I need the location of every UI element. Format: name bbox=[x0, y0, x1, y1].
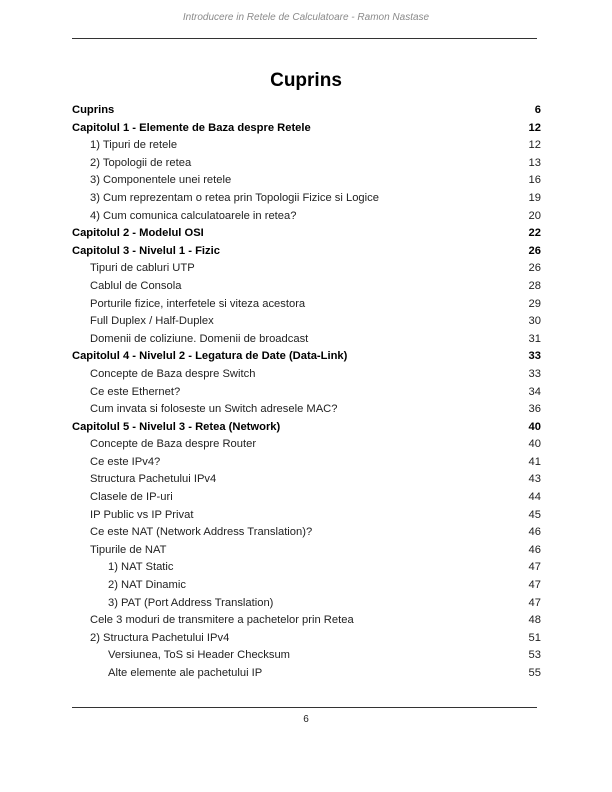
toc-entry-label[interactable]: Concepte de Baza despre Router bbox=[90, 438, 257, 451]
toc-entry-page[interactable]: 43 bbox=[528, 473, 541, 486]
toc-entry[interactable] bbox=[72, 384, 541, 402]
toc-entry[interactable] bbox=[72, 331, 541, 349]
toc-entry-page[interactable]: 47 bbox=[528, 596, 541, 609]
toc-entry-label[interactable]: Capitolul 1 - Elemente de Baza despre Retele bbox=[72, 121, 311, 134]
page-number: 6 bbox=[303, 714, 309, 725]
toc-entry-page[interactable]: 30 bbox=[528, 315, 541, 328]
toc-entry-page[interactable]: 53 bbox=[528, 649, 541, 662]
toc-entry[interactable] bbox=[72, 313, 541, 331]
toc-entry-label[interactable]: Ce este Ethernet? bbox=[90, 385, 181, 398]
toc-entry-label[interactable]: 3) Componentele unei retele bbox=[90, 174, 232, 187]
toc-entry-label[interactable]: 2) NAT Dinamic bbox=[108, 579, 186, 592]
toc-entry[interactable] bbox=[72, 524, 541, 542]
toc-entry[interactable] bbox=[72, 225, 541, 243]
toc-entry[interactable] bbox=[72, 401, 541, 419]
toc-entry-page[interactable]: 55 bbox=[528, 667, 541, 679]
toc-entry[interactable] bbox=[72, 471, 541, 489]
toc-entry[interactable] bbox=[72, 419, 541, 437]
toc-entry[interactable] bbox=[72, 436, 541, 454]
toc-entry-page[interactable]: 19 bbox=[528, 191, 541, 204]
toc-entry[interactable] bbox=[72, 577, 541, 595]
toc-entry[interactable] bbox=[72, 542, 541, 560]
toc-entry-page[interactable]: 13 bbox=[528, 156, 541, 169]
toc-entry-page[interactable]: 45 bbox=[528, 508, 541, 521]
footer-rule bbox=[72, 707, 537, 708]
toc-entry-label[interactable]: Alte elemente ale pachetului IP bbox=[108, 667, 263, 679]
toc-entry-label[interactable]: 2) Structura Pachetului IPv4 bbox=[90, 631, 230, 644]
toc-entry-page[interactable]: 40 bbox=[528, 438, 541, 451]
toc-entry-label[interactable]: Capitolul 5 - Nivelul 3 - Retea (Network) bbox=[72, 420, 281, 433]
toc-entry-page[interactable]: 51 bbox=[528, 631, 541, 644]
toc-entry-label[interactable]: Cele 3 moduri de transmitere a pachetelor prin Retea bbox=[90, 614, 354, 627]
toc-entry-label[interactable]: Versiunea, ToS si Header Checksum bbox=[108, 649, 290, 662]
toc-entry-label[interactable]: Domenii de coliziune. Domenii de broadcast bbox=[90, 332, 309, 345]
toc-entry[interactable] bbox=[72, 243, 541, 261]
toc-entry[interactable] bbox=[72, 665, 541, 683]
toc-entry-page[interactable]: 44 bbox=[528, 491, 541, 504]
toc-entry-label[interactable]: Capitolul 3 - Nivelul 1 - Fizic bbox=[72, 244, 220, 257]
toc-entry-page[interactable]: 33 bbox=[528, 367, 541, 380]
toc-entry-page[interactable]: 16 bbox=[528, 174, 541, 187]
toc-entry-page[interactable]: 12 bbox=[528, 139, 541, 152]
toc-entry-label[interactable]: 4) Cum comunica calculatoarele in retea? bbox=[90, 209, 297, 222]
toc-entry[interactable] bbox=[72, 595, 541, 613]
toc-entry-page[interactable]: 6 bbox=[534, 104, 541, 116]
toc-entry-page[interactable]: 12 bbox=[528, 121, 541, 134]
toc-entry[interactable] bbox=[72, 348, 541, 366]
toc-entry-page[interactable]: 31 bbox=[528, 332, 541, 345]
toc-entry-page[interactable]: 26 bbox=[528, 262, 541, 275]
toc-entry[interactable] bbox=[72, 559, 541, 577]
toc-entry-label[interactable]: Full Duplex / Half-Duplex bbox=[90, 315, 214, 328]
toc-entry[interactable] bbox=[72, 172, 541, 190]
toc-entry-label[interactable]: Tipuri de cabluri UTP bbox=[90, 262, 195, 275]
page-title: Cuprins bbox=[270, 70, 342, 91]
toc-entry[interactable] bbox=[72, 260, 541, 278]
toc-entry[interactable] bbox=[72, 647, 541, 665]
toc-entry[interactable] bbox=[72, 155, 541, 173]
toc-entry-page[interactable]: 36 bbox=[528, 403, 541, 416]
toc-entry-page[interactable]: 47 bbox=[528, 561, 541, 574]
toc-entry[interactable] bbox=[72, 208, 541, 226]
toc-entry-page[interactable]: 29 bbox=[528, 297, 541, 310]
toc-entry[interactable] bbox=[72, 366, 541, 384]
toc-entry[interactable] bbox=[72, 454, 541, 472]
toc-entry-page[interactable]: 40 bbox=[528, 420, 541, 433]
toc-entry-page[interactable]: 34 bbox=[528, 385, 541, 398]
toc-entry-page[interactable]: 48 bbox=[528, 614, 541, 627]
toc-entry-page[interactable]: 26 bbox=[528, 244, 541, 257]
toc-entry-label[interactable]: Concepte de Baza despre Switch bbox=[90, 367, 256, 380]
toc-entry-label[interactable]: Porturile fizice, interfetele si viteza acestora bbox=[90, 297, 306, 310]
toc-entry-page[interactable]: 20 bbox=[528, 209, 541, 222]
toc-entry[interactable] bbox=[72, 489, 541, 507]
header-rule bbox=[72, 38, 537, 39]
toc-entry-label[interactable]: Tipurile de NAT bbox=[90, 543, 167, 556]
toc-entry-label[interactable]: 3) Cum reprezentam o retea prin Topologii Fizice si Logice bbox=[90, 191, 379, 204]
toc-entry-label[interactable]: Capitolul 4 - Nivelul 2 - Legatura de Date (Data-Link) bbox=[72, 350, 348, 363]
toc-entry[interactable] bbox=[72, 120, 541, 138]
toc-entry[interactable] bbox=[72, 102, 541, 120]
toc-entry-page[interactable]: 46 bbox=[528, 526, 541, 539]
toc-entry[interactable] bbox=[72, 630, 541, 648]
toc-entry-label[interactable]: Structura Pachetului IPv4 bbox=[90, 473, 217, 486]
toc-entry-label[interactable]: IP Public vs IP Privat bbox=[90, 508, 194, 521]
toc-entry-label[interactable]: Ce este IPv4? bbox=[90, 455, 161, 468]
toc-entry-page[interactable]: 33 bbox=[528, 350, 541, 363]
toc-entry[interactable] bbox=[72, 278, 541, 296]
toc-entry-label[interactable]: 1) Tipuri de retele bbox=[90, 139, 178, 152]
toc-entry-page[interactable]: 28 bbox=[528, 279, 541, 292]
toc-entry-label[interactable]: 2) Topologii de retea bbox=[90, 156, 192, 169]
toc-entry[interactable] bbox=[72, 190, 541, 208]
toc-entry-label[interactable]: 3) PAT (Port Address Translation) bbox=[108, 596, 274, 609]
toc-entry[interactable] bbox=[72, 612, 541, 630]
toc-entry-label[interactable]: 1) NAT Static bbox=[108, 561, 174, 574]
toc-entry-label[interactable]: Ce este NAT (Network Address Translation)? bbox=[90, 526, 313, 539]
toc-entry-label[interactable]: Cuprins bbox=[72, 104, 115, 116]
toc-entry[interactable] bbox=[72, 507, 541, 525]
toc-entry-label[interactable]: Cablul de Consola bbox=[90, 279, 182, 292]
toc-entry-label[interactable]: Capitolul 2 - Modelul OSI bbox=[72, 227, 204, 240]
toc-entry-label[interactable]: Clasele de IP-uri bbox=[90, 491, 173, 504]
toc-entry[interactable] bbox=[72, 296, 541, 314]
toc-entry-page[interactable]: 41 bbox=[528, 455, 541, 468]
toc-entry-label[interactable]: Cum invata si foloseste un Switch adresele MAC? bbox=[90, 403, 338, 416]
toc-entry[interactable] bbox=[72, 137, 541, 155]
toc-entry-page[interactable]: 47 bbox=[528, 579, 541, 592]
table-of-contents bbox=[72, 102, 541, 683]
running-header: Introducere in Retele de Calculatoare - Ramon Nastase bbox=[182, 12, 430, 23]
toc-entry-page[interactable]: 46 bbox=[528, 543, 541, 556]
toc-entry-page[interactable]: 22 bbox=[528, 227, 541, 240]
